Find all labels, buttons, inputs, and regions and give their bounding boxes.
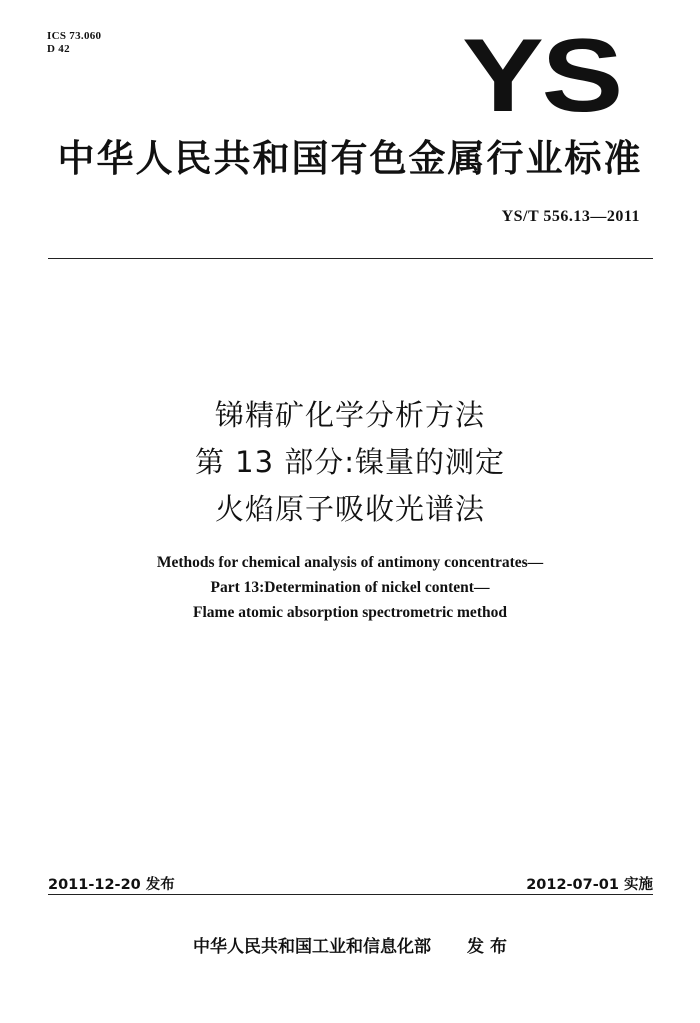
ics-code: ICS 73.060: [47, 30, 102, 42]
classification-codes: [47, 30, 101, 56]
top-divider: [48, 258, 653, 259]
english-title-line-3: Flame atomic absorption spectrometric method: [193, 604, 507, 621]
industry-standard-title: 中华人民共和国有色金属行业标准: [57, 137, 643, 180]
chinese-title-line-1: 锑精矿化学分析方法: [214, 398, 485, 432]
chinese-title-line-3: 火焰原子吸收光谱法: [214, 492, 485, 526]
issuing-authority: 中华人民共和国工业和信息化部: [193, 937, 432, 957]
ccs-code: D 42: [47, 43, 70, 55]
chinese-title: [0, 392, 700, 533]
ys-logo: YS: [462, 18, 621, 134]
standard-number: YS/T 556.13—2011: [501, 208, 640, 225]
english-title-line-1: Methods for chemical analysis of antimony concentrates—: [156, 554, 544, 571]
issue-date: 2011-12-20 发布: [48, 877, 175, 893]
publisher-row: [0, 932, 700, 957]
english-title: [0, 550, 700, 625]
issue-word: 发 布: [467, 937, 507, 957]
english-title-line-2: Part 13:Determination of nickel content—: [210, 579, 490, 596]
chinese-title-line-2: 第 13 部分:镍量的测定: [194, 445, 506, 479]
implementation-date: 2012-07-01 实施: [526, 877, 653, 893]
bottom-divider: [48, 894, 653, 895]
